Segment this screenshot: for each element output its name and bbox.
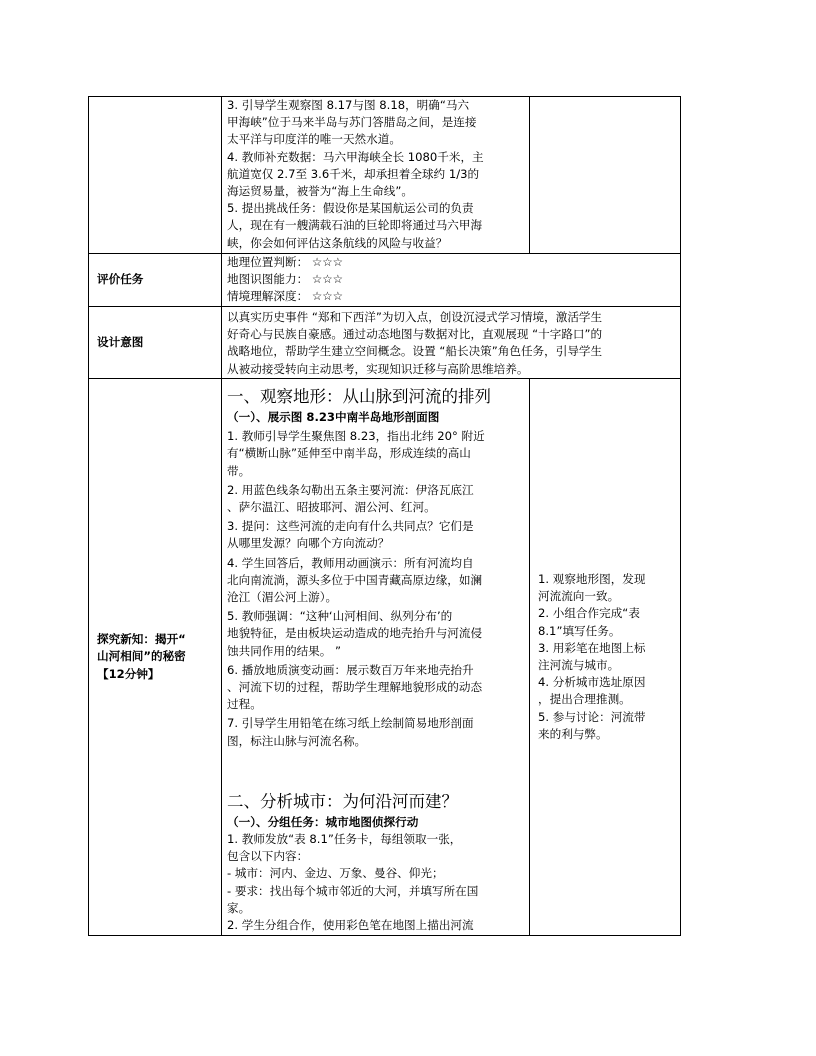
section1-heading: 一、观察地形：从山脉到河流的排列 [227,387,491,406]
explore-content [222,379,530,936]
row1-content-cell [222,97,530,254]
section1-subheading: （一）、展示图 8.23中南半岛地形剖面图 [227,410,440,424]
design-line: 战略地位，帮助学生建立空间概念。设置 “船长决策”角色任务，引导学生 [227,344,603,359]
section1-line: 北向南流淌，源头多位于中国青藏高原边缘，如澜 [227,572,483,587]
section1-line: 从哪里发源？向哪个方向流动？ [227,536,390,551]
row-design-intent [89,307,681,379]
design-line: 从被动接受转向主动思考，实现知识迁移与高阶思维培养。 [227,361,529,376]
explore-label-line: 山河相间”的秘密 [97,649,186,664]
explore-label [89,379,222,936]
student-activity-line: 2. 小组合作完成“表 [538,606,640,621]
evaluation-item: 地图识图能力： ☆☆☆ [227,272,344,287]
section2-line: - 要求：找出每个城市邻近的大河，并填写所在国 [227,883,479,898]
section1-line: 6. 播放地质演变动画：展示数百万年来地壳抬升 [227,662,474,677]
student-activity-line: 来的利与弊。 [538,726,608,741]
student-activity-line: 注河流与城市。 [538,658,620,672]
row-explore [89,379,681,936]
section1-line: 带。 [227,463,251,478]
section1-line: 过程。 [227,697,262,712]
section1-line: 图，标注山脉与河流名称。 [227,733,367,748]
section2-subheading: （一）、分组任务：城市地图侦探行动 [227,814,419,829]
evaluation-content [222,254,681,307]
row1-line: 甲海峡”位于马来半岛与苏门答腊岛之间，是连接 [227,115,477,130]
student-activity-line: 5. 参与讨论：河流带 [538,709,646,724]
section1-line: 2. 用蓝色线条勾勒出五条主要河流：伊洛瓦底江 [227,482,474,497]
explore-label-line: 【12分钟】 [97,666,160,681]
section2-heading: 二、分析城市：为何沿河而建？ [227,791,458,811]
row1-line: 3. 引导学生观察图 8.17与图 8.18，明确“马六 [227,98,470,112]
row-evaluation [89,254,681,307]
design-content [222,307,681,379]
section1-line: 4. 学生回答后，教师用动画演示：所有河流均自 [227,555,474,570]
design-line: 好奇心与民族自豪感。通过动态地图与数据对比，直观展现 “十字路口”的 [227,327,603,342]
section1-line: 蚀共同作用的结果。 ” [227,643,342,658]
student-activity-line: ，提出合理推测。 [538,692,631,707]
row1-line: 4. 教师补充数据：马六甲海峡全长 1080千米，主 [227,149,484,164]
row1-line: 航道宽仅 2.7至 3.6千米，却承担着全球约 1/3的 [227,166,480,181]
evaluation-label: 评价任务 [89,254,222,307]
section1-line: 地貌特征，是由板块运动造成的地壳抬升与河流侵 [227,626,483,641]
section1-line: 沧江（湄公河上游）。 [227,590,338,605]
section1-line: 1. 教师引导学生聚焦图 8.23，指出北纬 20° 附近 [227,429,485,444]
row1-student-cell [530,97,681,254]
student-activity-line: 3. 用彩笔在地图上标 [538,640,646,655]
section1-line: 3. 提问：这些河流的走向有什么共同点？它们是 [227,519,474,534]
design-label: 设计意图 [89,307,222,379]
student-activity-line: 1. 观察地形图，发现 [538,571,646,586]
row1-label-cell [89,97,222,254]
section1-line: 7. 引导学生用铅笔在练习纸上绘制简易地形剖面 [227,716,474,731]
section2-line: 家。 [227,900,251,915]
section2-line: 包含以下内容： [227,849,309,864]
row1-line: 海运贸易量，被誉为“海上生命线”。 [227,184,413,199]
section1-line: 、河流下切的过程，帮助学生理解地貌形成的动态 [227,680,483,695]
section2-line: 1. 教师发放“表 8.1”任务卡，每组领取一张， [227,832,462,847]
explore-label-line: 探究新知：揭开“ [97,632,186,647]
student-activity-line: 河流流向一致。 [538,589,620,604]
row1-line: 峡，你会如何评估这条航线的风险与收益？ [227,235,448,250]
section2-line: - 城市：河内、金边、万象、曼谷、仰光； [227,866,444,881]
row1-line: 太平洋与印度洋的唯一天然水道。 [227,132,401,147]
row1-line: 人，现在有一艘满载石油的巨轮即将通过马六甲海 [227,218,483,233]
design-line: 以真实历史事件 “郑和下西洋”为切入点，创设沉浸式学习情境，激活学生 [227,310,603,324]
student-activity-line: 4. 分析城市选址原因 [538,675,646,690]
section-spacer [227,750,524,784]
student-activity-line: 8.1”填写任务。 [538,623,621,638]
section2-line: 2. 学生分组合作，使用彩色笔在地图上描出河流 [227,918,474,933]
section1-line: 、萨尔温江、昭披耶河、湄公河、红河。 [227,500,436,515]
student-activity-cell [530,379,681,936]
evaluation-item: 地理位置判断： ☆☆☆ [227,255,344,269]
evaluation-item: 情境理解深度： ☆☆☆ [227,289,344,304]
section1-line: 5. 教师强调：“这种‘山河相间、纵列分布’的 [227,609,453,624]
lesson-plan-table [88,96,681,936]
row-teaching-steps-continued [89,97,681,254]
row1-line: 5. 提出挑战任务：假设你是某国航运公司的负责 [227,201,474,216]
section1-line: 有“横断山脉”延伸至中南半岛，形成连续的高山 [227,446,471,461]
